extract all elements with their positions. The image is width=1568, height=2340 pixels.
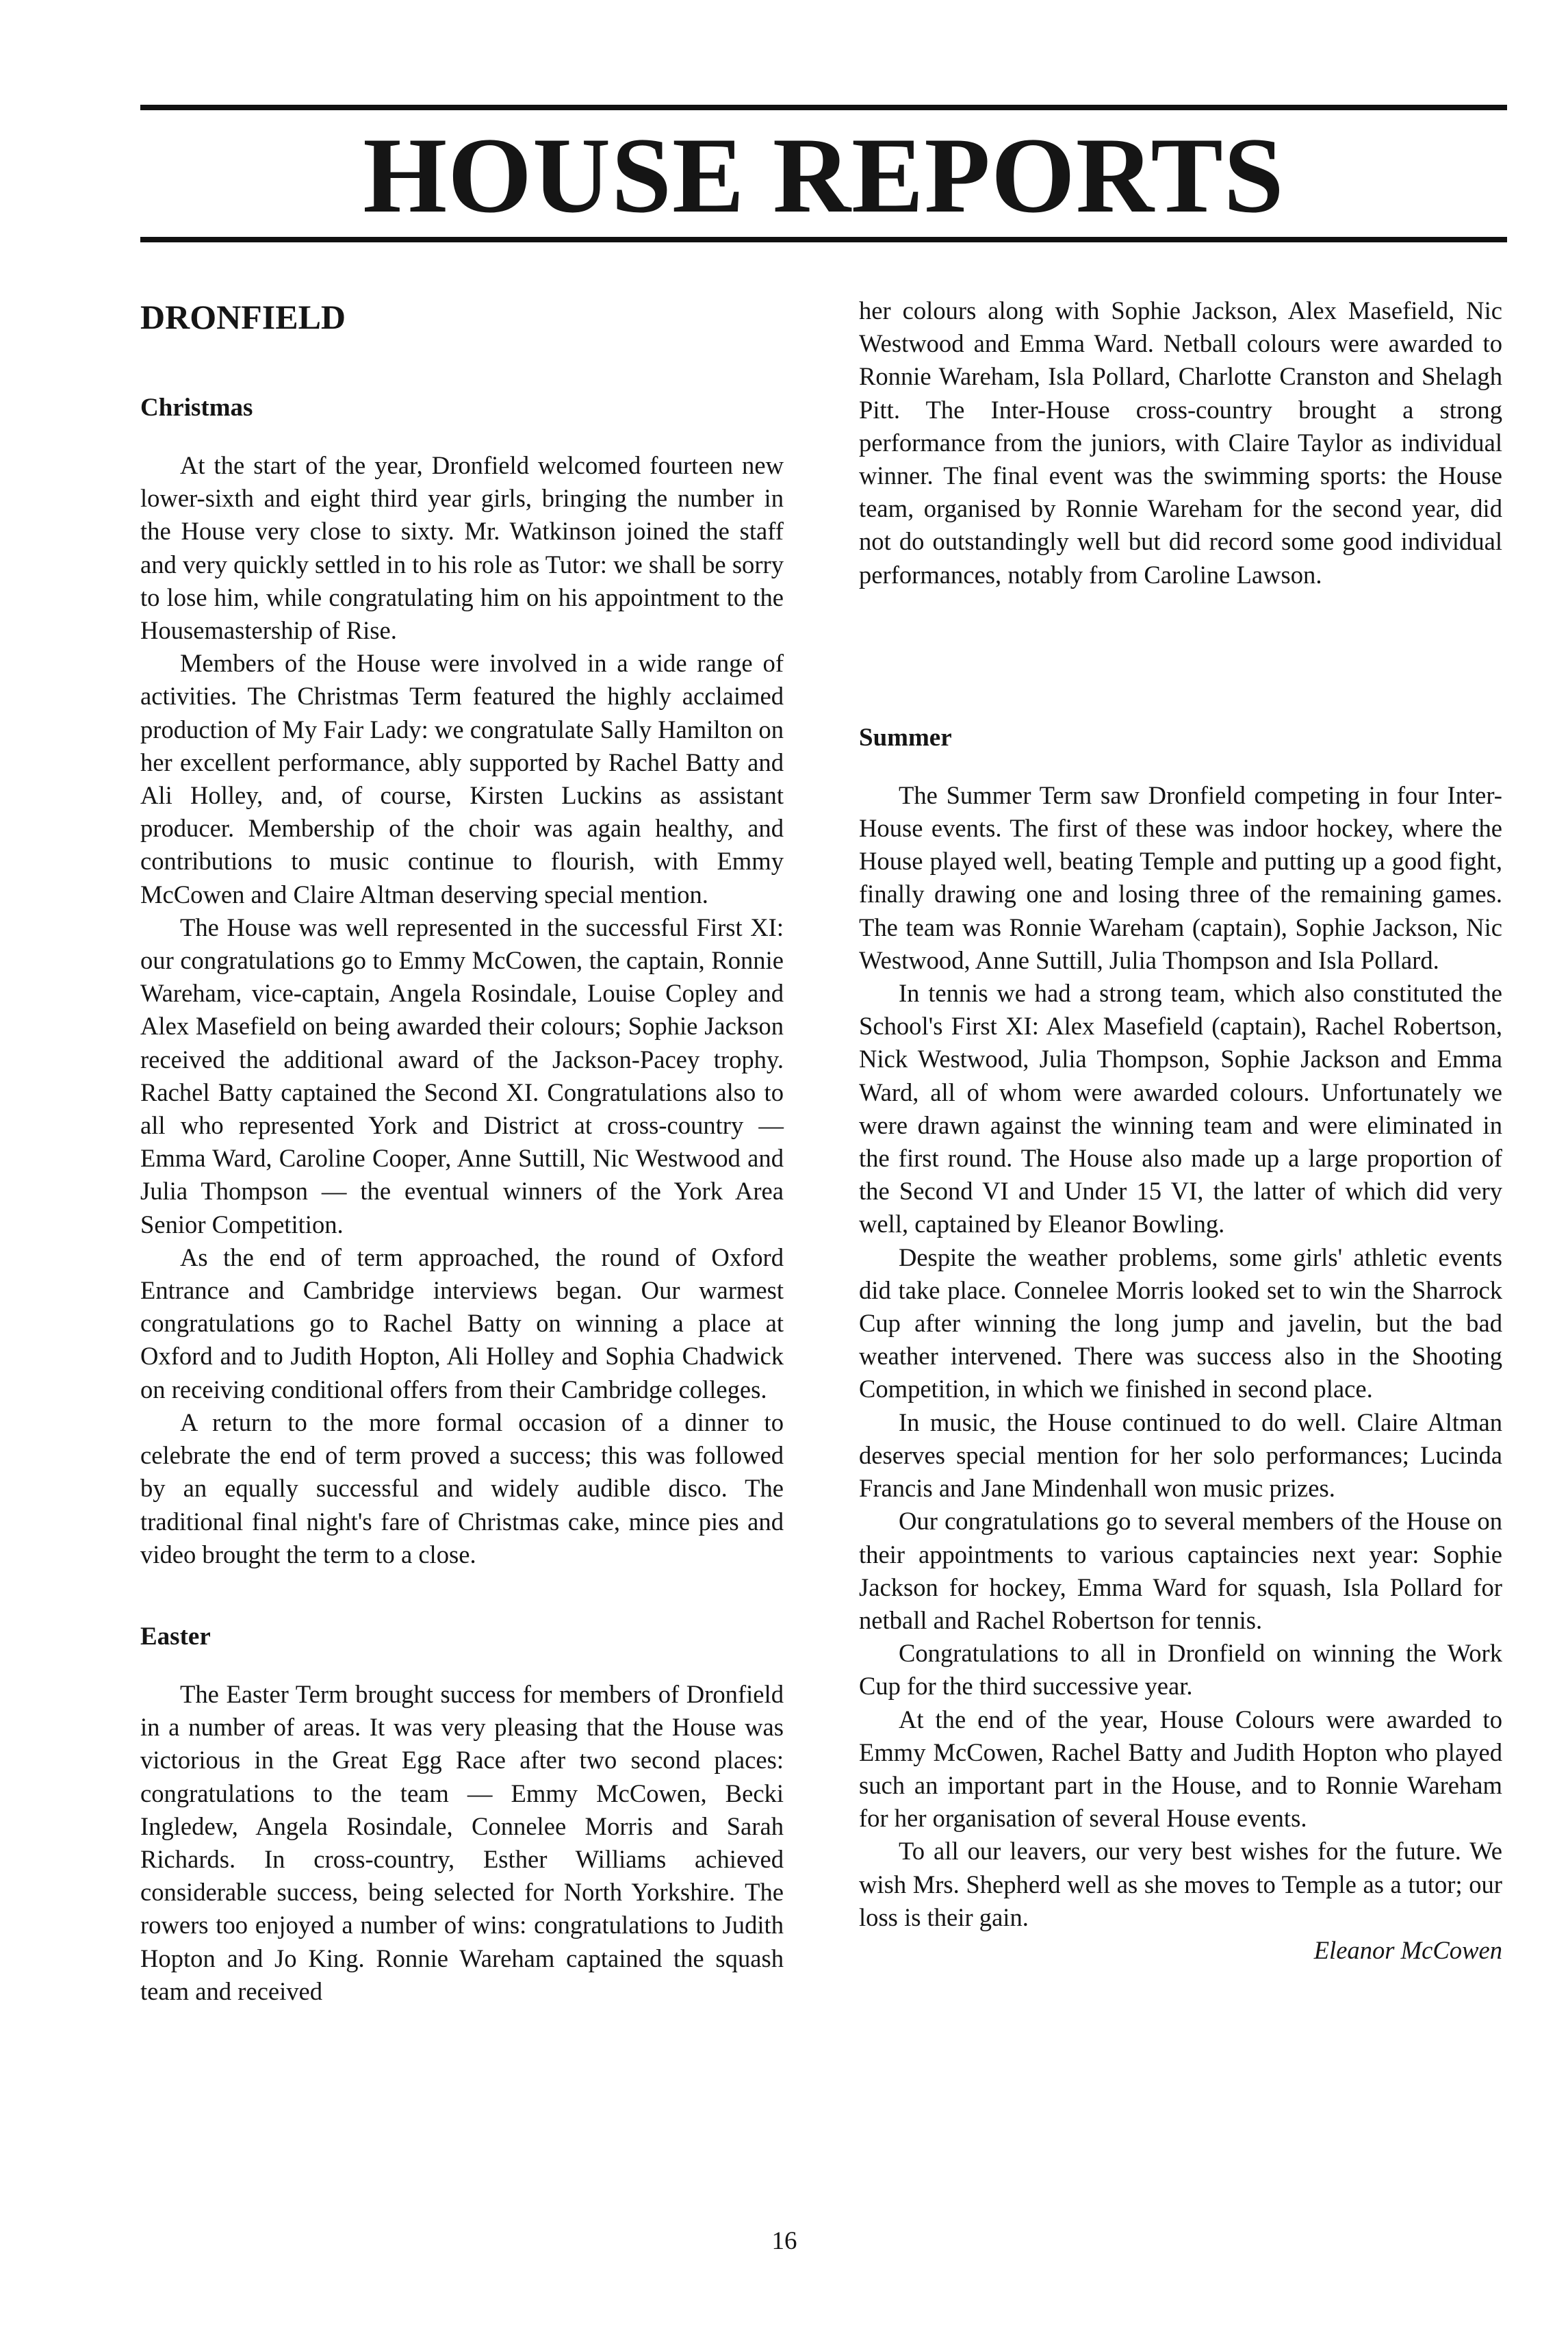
spacer — [140, 424, 784, 449]
christmas-paragraph: At the start of the year, Dronfield welcomed fourteen new lower-sixth and eight third year girls, bringing the number in the House very close to sixty. Mr. Watkinson joined the staff and very quickly settled in to his role as Tutor: we shall be sorry to lose him, while congratulating him on his appointment to the Housemastership of Rise. — [140, 451, 784, 645]
summer-paragraph: The Summer Term saw Dronfield competing in four Inter-House events. The first of these was indoor hockey, where the House played well, beating Temple and putting up a good fight, finally drawing one and losing three of the remaining games. The team was Ronnie Wareham (captain), Sophie Jackson, Nic Westwood, Anne Suttill, Julia Thompson and Isla Pollard. — [859, 780, 1502, 974]
spacer — [140, 1653, 784, 1678]
christmas-paragraph: Members of the House were involved in a wide range of activities. The Christmas Term featured the highly acclaimed production of My Fair Lady: we congratulate Sally Hamilton on her excellent performance, ably supported by Rachel Batty and Ali Holley, and, of course, Kirsten Luckins as assistant producer. Membership of the choir was again healthy, and contributions to music continue to flourish, with Emmy McCowen and Claire Altman deserving special mention. — [140, 649, 784, 908]
easter-heading: Easter — [140, 1622, 211, 1651]
summer-paragraph: At the end of the year, House Colours were awarded to Emmy McCowen, Rachel Batty and Judith Hopton who played such an important part in the House, and to Ronnie Wareham for her organisation of several House events. — [859, 1705, 1502, 1833]
page-title: HOUSE REPORTS — [363, 116, 1285, 236]
christmas-paragraph: The House was well represented in the successful First XI: our congratulations go to Emmy McCowen, the captain, Ronnie Wareham, vice-captain, Angela Rosindale, Louise Copley and Alex Masefield on being awarded their colours; Sophie Jackson received the additional award of the Jackson-Pacey trophy. Rachel Batty captained the Second XI. Congratulations also to all who represented York and District at cross-country — Emma Ward, Caroline Cooper, Anne Suttill, Nic Westwood and Julia Thompson — the eventual winners of the York Area Senior Competition. — [140, 913, 784, 1238]
spacer — [859, 592, 1502, 722]
summer-paragraph: To all our leavers, our very best wishes for the future. We wish Mrs. Shepherd well as she moves to Temple as a tutor; our loss is their gain. — [859, 1837, 1502, 1931]
bottom-rule — [140, 237, 1507, 242]
right-column — [859, 294, 1502, 1967]
summer-paragraph: Congratulations to all in Dronfield on winning the Work Cup for the third successive year. — [859, 1639, 1502, 1701]
christmas-heading: Christmas — [140, 394, 253, 422]
top-rule — [140, 105, 1507, 110]
christmas-paragraph: A return to the more formal occasion of a dinner to celebrate the end of term proved a success; this was followed by an equally successful and widely audible disco. The traditional final night's fare of Christmas cake, mince pies and video brought the term to a close. — [140, 1408, 784, 1568]
page-number: 16 — [771, 2227, 797, 2255]
summer-paragraph: In tennis we had a strong team, which also constituted the School's First XI: Alex Masefield (captain), Rachel Robertson, Nick Westwood, Julia Thompson, Sophie Jackson and Emma Ward, all of whom were awarded colours. Unfortunately we were drawn against the winning team and were eliminated in the first round. The House also made up a large proportion of the Second VI and Under 15 VI, the latter of which did very well, captained by Eleanor Bowling. — [859, 979, 1502, 1238]
spacer — [140, 340, 784, 392]
christmas-paragraph: As the end of term approached, the round of Oxford Entrance and Cambridge interviews began. Our warmest congratulations go to Rachel Batty on winning a place at Oxford and to Judith Hopton, Ali Holley and Sophia Chadwick on receiving conditional offers from their Cambridge colleges. — [140, 1243, 784, 1403]
summer-paragraph: Despite the weather problems, some girls' athletic events did take place. Connelee Morris looked set to win the Sharrock Cup after winning the long jump and javelin, but the bad weather intervened. There was success also in the Shooting Competition, in which we finished in second place. — [859, 1243, 1502, 1403]
spacer — [140, 1571, 784, 1620]
author-signature: Eleanor McCowen — [1313, 1935, 1502, 1964]
house-title: DRONFIELD — [140, 298, 346, 336]
easter-paragraph: The Easter Term brought success for members of Dronfield in a number of areas. It was very pleasing that the House was victorious in the Great Egg Race after two second places: congratulations to the team — Emmy McCowen, Becki Ingledew, Angela Rosindale, Connelee Morris and Sarah Richards. In cross-country, Esther Williams achieved considerable success, being selected for North Yorkshire. The rowers too enjoyed a number of wins: congratulations to Judith Hopton and Jo King. Ronnie Wareham captained the squash team and received — [140, 1679, 784, 2005]
summer-paragraph: In music, the House continued to do well. Claire Altman deserves special mention for her solo performances; Lucinda Francis and Jane Mindenhall won music prizes. — [859, 1408, 1502, 1503]
summer-heading: Summer — [859, 723, 952, 752]
summer-paragraph: Our congratulations go to several members of the House on their appointments to various captaincies next year: Sophie Jackson for hockey, Emma Ward for squash, Isla Pollard for netball and Rachel Robertson for tennis. — [859, 1507, 1502, 1634]
easter-continuation: her colours along with Sophie Jackson, Alex Masefield, Nic Westwood and Emma Ward. Netball colours were awarded to Ronnie Wareham, Isla Pollard, Charlotte Cranston and Shelagh Pitt. The Inter-House cross-country brought a strong performance from the juniors, with Claire Taylor as individual winner. The final event was the swimming sports: the House team, organised by Ronnie Wareham for the second year, did not do outstandingly well but did record some good individual performances, notably from Caroline Lawson. — [859, 296, 1502, 589]
spacer — [859, 754, 1502, 779]
left-column — [140, 294, 784, 2008]
